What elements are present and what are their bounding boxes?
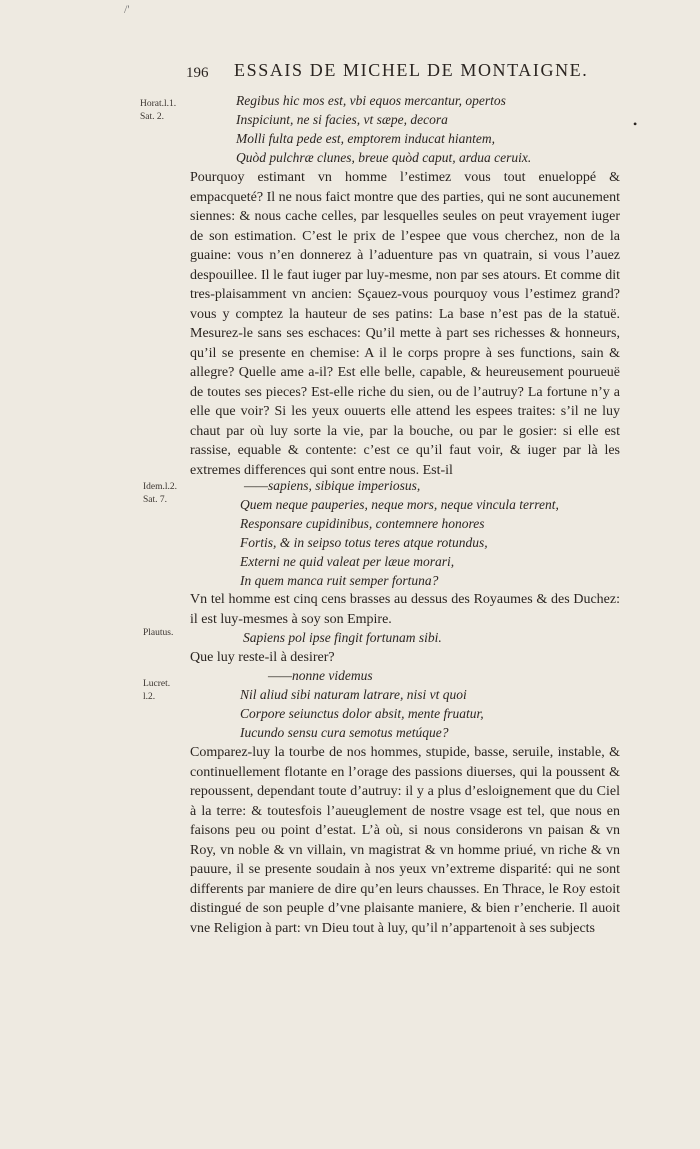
prose-paragraph: [190, 590, 620, 629]
verse-line: Fortis, & in seipso totus teres atque rotundus,: [240, 535, 488, 550]
prose-paragraph: [190, 743, 620, 938]
verse-line: Sapiens pol ipse fingit fortunam sibi.: [243, 630, 442, 645]
margin-note: [140, 98, 176, 124]
verse-line: Inspiciunt, ne si facies, vt sæpe, decora: [236, 112, 448, 127]
margin-note: [143, 627, 173, 640]
margin-note-line: Idem.l.2.: [143, 482, 178, 492]
verse-line: Quem neque pauperies, neque mors, neque vincula terrent,: [240, 497, 559, 512]
verse-line: Nil aliud sibi naturam latrare, nisi vt quoi: [240, 687, 467, 702]
verse-line: ——nonne videmus: [268, 668, 373, 683]
margin-note-line: Plautus.: [143, 628, 174, 638]
verse-line: Iucundo sensu cura semotus metúque?: [240, 725, 449, 740]
verse-line: ——sapiens, sibique imperiosus,: [244, 478, 421, 493]
page-number: 196: [186, 65, 209, 81]
verse-line: Quòd pulchræ clunes, breue quòd caput, ardua ceruix.: [236, 150, 532, 165]
prose-paragraph: [190, 648, 620, 668]
paragraph-text: Vn tel homme est cinq cens brasses au dessus des Royaumes & des Duchez: il est luy-mesmes à soy son Empire.: [190, 592, 620, 627]
paragraph-text: Comparez-luy la tourbe de nos hommes, stupide, basse, seruile, instable, & continuellement flotante en l’orage des passions diuerses, qui la poussent & repoussent, dependant toute d’autruy: il y a plus d’esloignement que du Ciel à la terre: & toutesfois l’aueuglement de nostre vsage est tel, que nous en faisons peu ou point d’estat. L’à où, si nous considerons vn paisan & vn Roy, vn noble & vn villain, vn magistrat & vn homme priué, vn riche & vn pauure, il se presente soudain à nos yeux vn’extreme disparité: qui ne sont differents par maniere de dire qu’en leurs chausses. En Thrace, le Roy estoit distingué de son peuple d’vne plaisante maniere, & bien r’encherie. Il auoit vne Religion à part: vn Dieu tout à luy, qu’il n’appartenoit à ses subjects: [190, 745, 620, 936]
verse-line: Responsare cupidinibus, contemnere honores: [240, 516, 485, 531]
verse-line: Corpore seiunctus dolor absit, mente fruatur,: [240, 706, 484, 721]
corner-mark: /': [124, 2, 130, 16]
bullet-mark: •: [633, 117, 638, 131]
prose-paragraph: [190, 168, 620, 480]
margin-note-line: Sat. 7.: [143, 495, 168, 505]
verse-line: Molli fulta pede est, emptorem inducat hiantem,: [236, 131, 495, 146]
margin-note-line: Lucret.: [143, 679, 171, 689]
margin-note: [143, 481, 177, 507]
verse-line: Externi ne quid valeat per læue morari,: [240, 554, 455, 569]
verse-line: In quem manca ruit semper fortuna?: [240, 573, 439, 588]
margin-note: [143, 678, 170, 704]
verse-line: Regibus hic mos est, vbi equos mercantur, opertos: [236, 93, 506, 108]
margin-note-line: l.2.: [143, 692, 156, 702]
margin-note-line: Sat. 2.: [140, 112, 165, 122]
paragraph-text: Que luy reste-il à desirer?: [190, 650, 335, 665]
margin-note-line: Horat.l.1.: [140, 99, 177, 109]
running-title: ESSAIS DE MICHEL DE MONTAIGNE.: [234, 60, 589, 80]
paragraph-text: Pourquoy estimant vn homme l’estimez vous tout enueloppé & empacqueté? Il ne nous faict montre que des parties, qui ne sont aucunement siennes: & nous cache celles, par lesquelles seules on peut vrayement iuger de son estimation. C’est le prix de l’espee que vous cherchez, non de la guaine: vous n’en donnerez à l’aduenture pas vn quatrain, si vous l’auez despouillee. Il le faut iuger par luy-mesme, non par ses atours. Et comme dit tres-plaisamment vn ancien: Sçauez-vous pourquoy vous l’estimez grand? vous y comptez la hauteur de ses patins: La base n’est pas de la statuë. Mesurez-le sans ses eschaces: Qu’il mette à part ses richesses & honneurs, qu’il se presente en chemise: A il le corps propre à ses functions, sain & allegre? Quelle ame a-il? Est elle belle, capable, & heureusement pourueuë de toutes ses pieces? Est-elle riche du sien, ou de l’autruy? La fortune n’y a elle que voir? Si les yeux ouuerts elle attend les espees traites: s’il ne luy chaut par où luy sorte la vie, par la bouche, ou par le gosier: si elle est rassise, equable & contente: c’est ce qu’il faut voir, & iuger par là les extremes differences qui sont entre nous. Est-il: [190, 170, 620, 478]
